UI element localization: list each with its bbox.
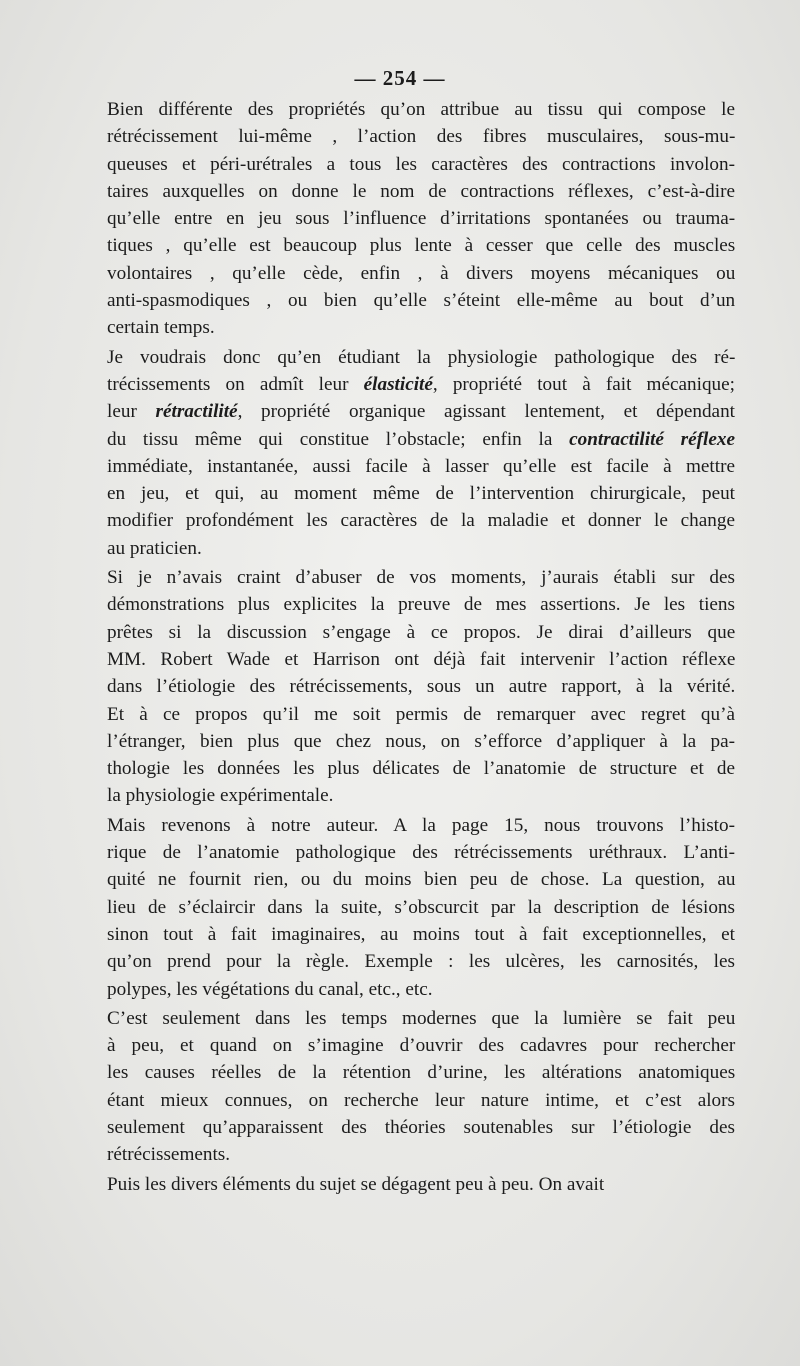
text-line [107,398,735,425]
text-line: rique de l’anatomie pathologique des rétrécissements uréthraux. L’anti- [107,842,736,864]
text-line: à peu, et quand on s’imagine d’ouvrir des cadavres pour rechercher [107,1035,736,1057]
text-line: quité ne fournit rien, ou du moins bien peu de chose. La question, au [107,869,736,891]
text-segment: , propriété tout à fait mécanique; [432,373,735,395]
text-line: Puis les divers éléments du sujet se dégagent peu à peu. On avait [107,1173,605,1195]
emphasized-term: élasticité [363,373,433,395]
text-line: polypes, les végétations du canal, etc., etc. [107,978,433,1000]
text-line: la physiologie expérimentale. [107,785,334,807]
text-line: tiques , qu’elle est beaucoup plus lente à cesser que celle des muscles [107,235,736,257]
paragraph [107,344,735,562]
emphasized-term: contractilité réflexe [569,428,735,450]
text-segment: , propriété organique agissant lentement, et dépendant [237,401,735,423]
text-line: Si je n’avais craint d’abuser de vos moments, j’aurais établi sur des [107,567,735,589]
text-line: Mais revenons à notre auteur. A la page 15, nous trouvons l’histo- [107,814,735,836]
text-line: Et à ce propos qu’il me soit permis de remarquer avec regret qu’à [107,703,735,725]
text-line: anti-spasmodiques , ou bien qu’elle s’éteint elle-même au bout d’un [107,290,736,312]
text-line: qu’elle entre en jeu sous l’influence d’irritations spontanées ou trauma- [107,208,736,230]
text-line: seulement qu’apparaissent des théories soutenables sur l’étiologie des [107,1116,735,1138]
text-line: C’est seulement dans les temps modernes que la lumière se fait peu [107,1007,736,1029]
text-segment: trécissements on admît leur [107,373,364,395]
text-line: lieu de s’éclaircir dans la suite, s’obscurcit par la description de lésions [107,896,735,918]
text-line: qu’on prend pour la règle. Exemple : les ulcères, les carnosités, les [107,951,735,973]
page-number: — 254 — [354,66,446,90]
paragraph [107,96,735,342]
text-line [107,371,735,398]
text-line: volontaires , qu’elle cède, enfin , à divers moyens mécaniques ou [107,262,736,284]
text-line: rétrécissements. [107,1144,231,1166]
text-line: immédiate, instantanée, aussi facile à lasser qu’elle est facile à mettre [107,455,735,477]
text-line: rétrécissement lui-même , l’action des fibres musculaires, sous-mu- [107,126,736,148]
text-line: taires auxquelles on donne le nom de contractions réflexes, c’est-à-dire [107,180,735,202]
text-line: dans l’étiologie des rétrécissements, sous un autre rapport, à la vérité. [107,676,736,698]
text-line: certain temps. [107,317,215,339]
text-line: Bien différente des propriétés qu’on attribue au tissu qui compose le [107,99,735,120]
text-line: démonstrations plus explicites la preuve de mes assertions. Je les tiens [107,594,735,616]
paragraph [107,1005,735,1169]
text-line: étant mieux connues, on recherche leur nature intime, et c’est alors [107,1089,735,1111]
text-line: modifier profondément les caractères de la maladie et donner le change [107,510,735,532]
text-line: en jeu, et qui, au moment même de l’intervention chirurgicale, peut [107,483,736,505]
paragraph [107,564,735,810]
body-text [107,96,735,1200]
text-segment: leur [107,401,156,423]
paragraph [107,812,735,1003]
text-line: prêtes si la discussion s’engage à ce propos. Je dirai d’ailleurs que [107,621,736,643]
text-line [107,426,735,453]
text-line: queuses et péri-urétrales a tous les caractères des contractions involon- [107,153,735,175]
text-line: thologie les données les plus délicates de l’anatomie de structure et de [107,758,735,780]
text-line: l’étranger, bien plus que chez nous, on s’efforce d’appliquer à la pa- [107,730,735,752]
text-line: MM. Robert Wade et Harrison ont déjà fait intervenir l’action réflexe [107,648,736,670]
emphasized-term: rétractilité [155,401,238,423]
text-line: les causes réelles de la rétention d’urine, les altérations anatomiques [107,1062,736,1084]
text-line: sinon tout à fait imaginaires, au moins tout à fait exceptionnelles, et [107,923,735,945]
text-line: au praticien. [107,537,202,559]
text-line: Je voudrais donc qu’en étudiant la physiologie pathologique des ré- [107,346,736,368]
paragraph [107,1171,735,1198]
text-segment: du tissu même qui constitue l’obstacle; enfin la [107,428,570,450]
